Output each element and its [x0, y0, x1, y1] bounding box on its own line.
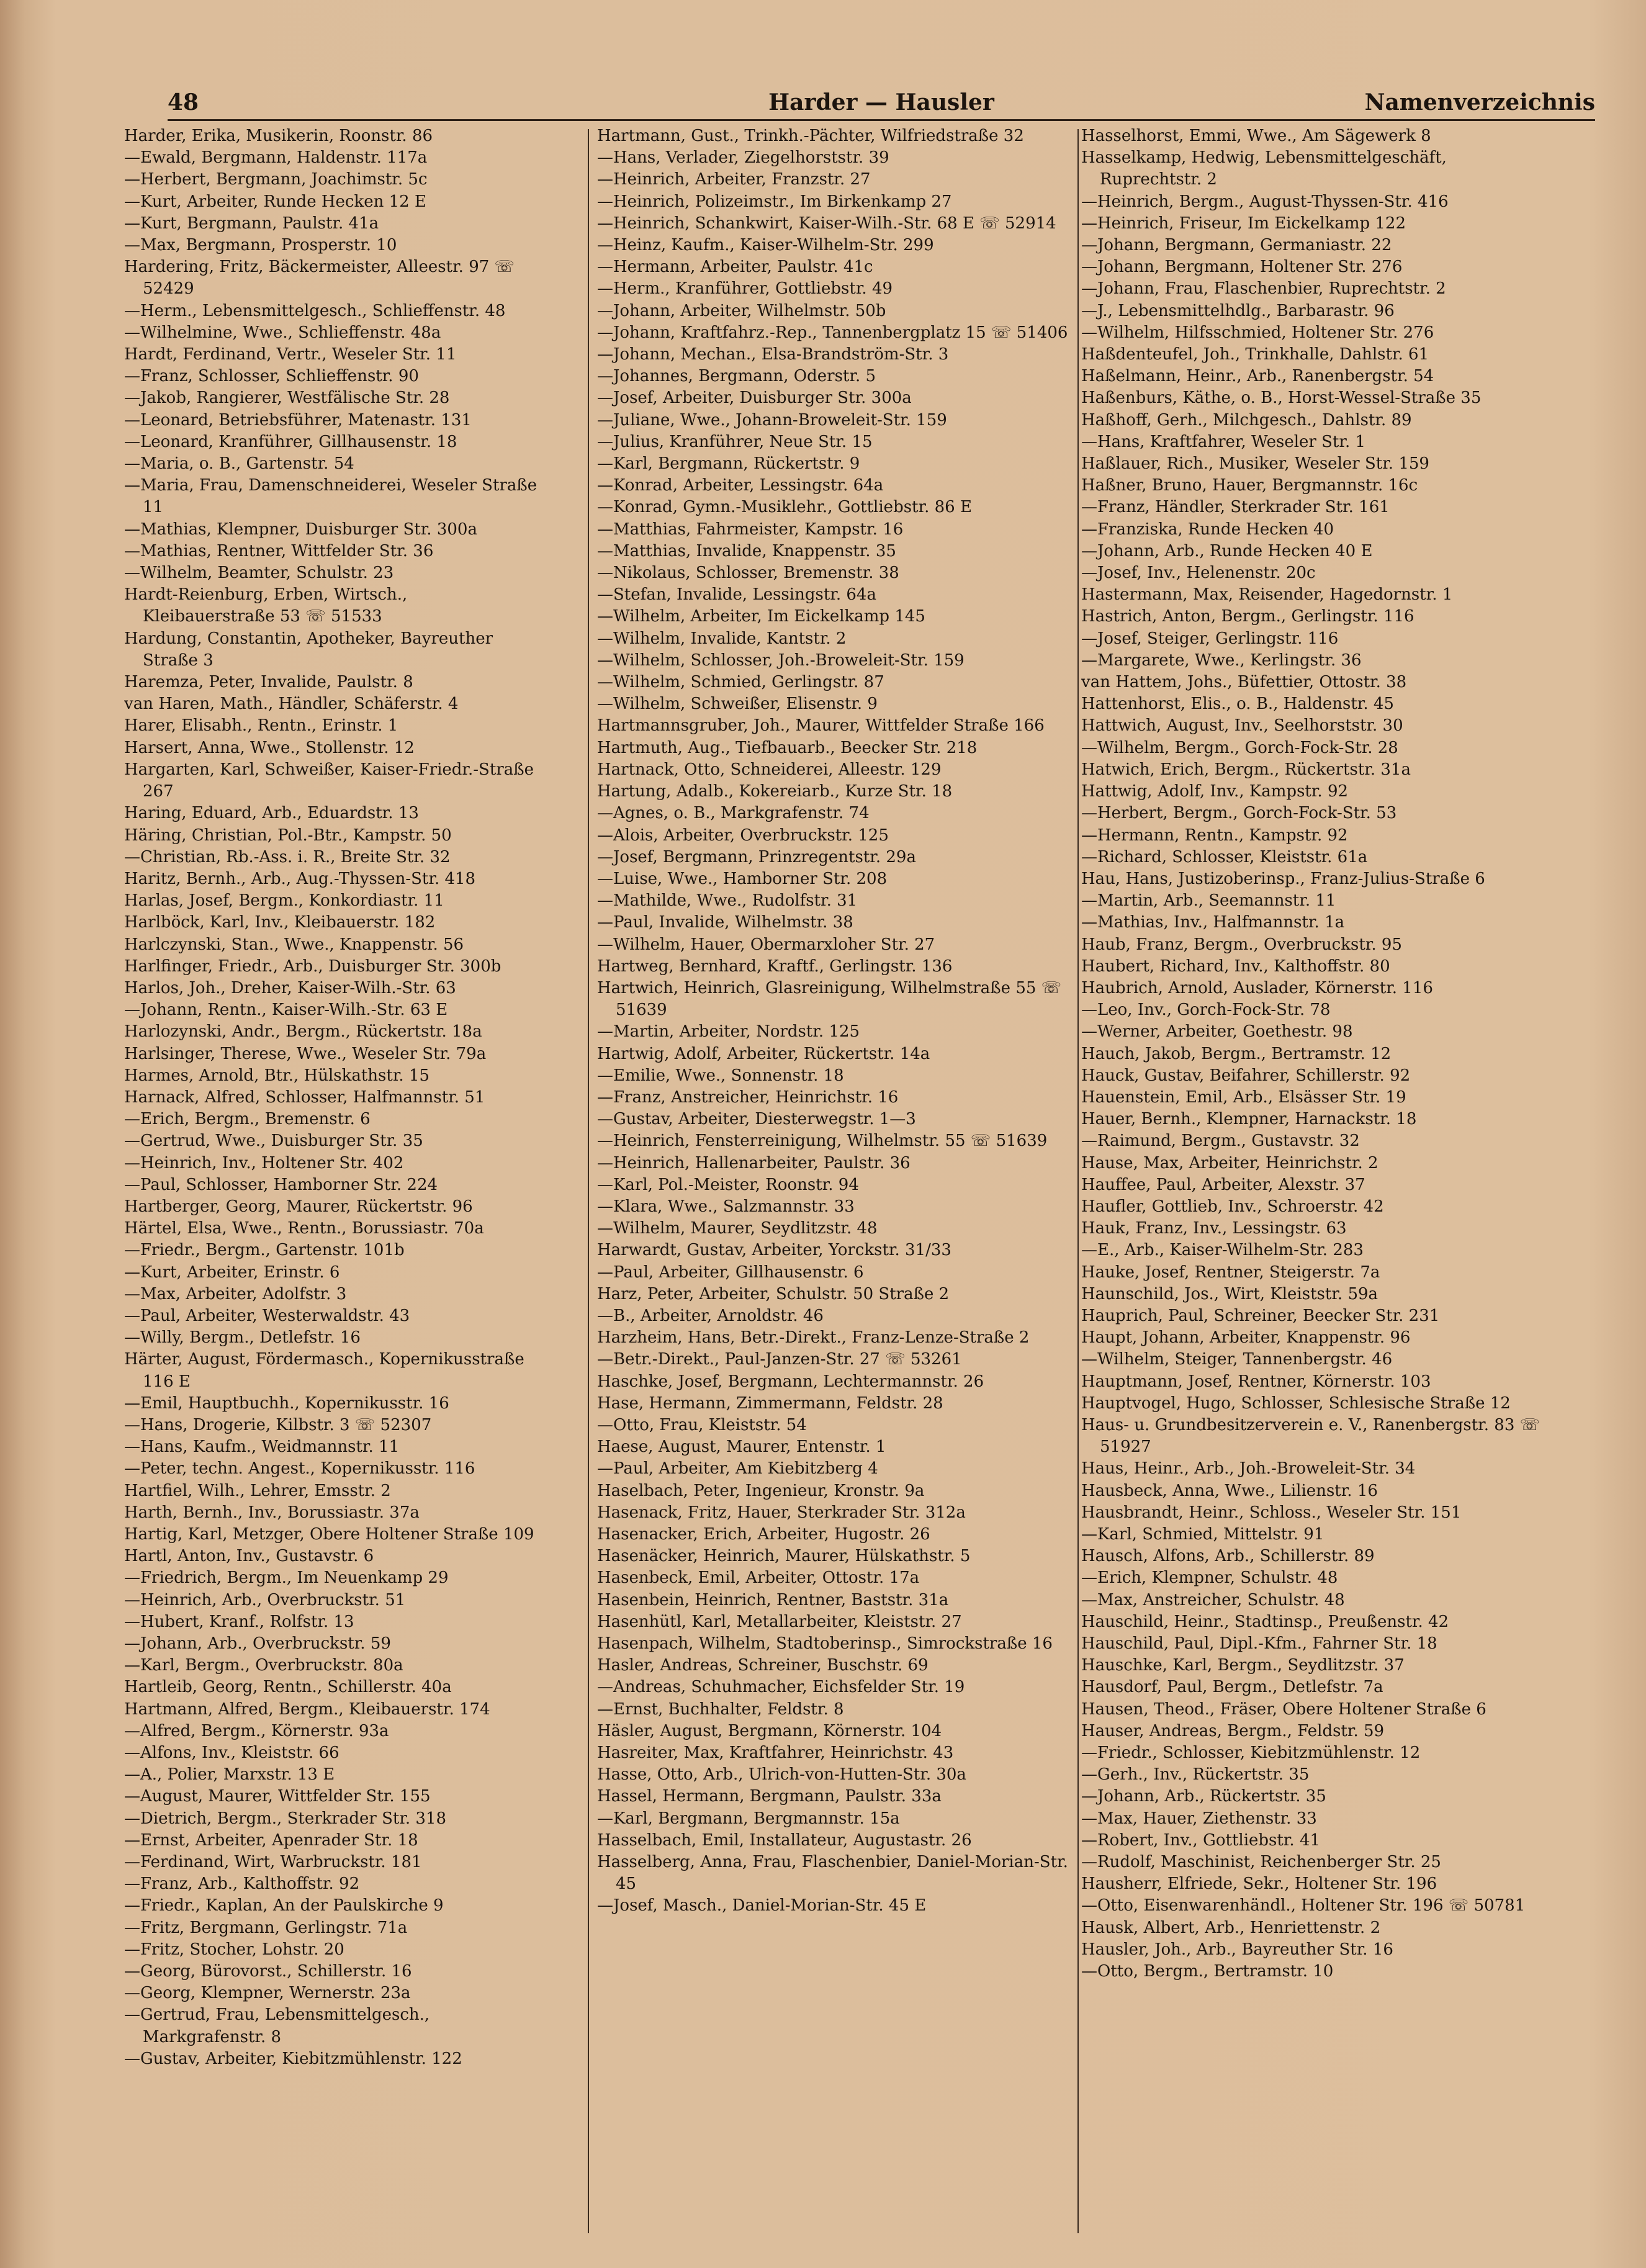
directory-entry: —Johann, Arb., Overbruckstr. 59 — [124, 1634, 391, 1654]
directory-entry: —Hans, Kaufm., Weidmannstr. 11 — [124, 1438, 400, 1457]
directory-entry: —Leo, Inv., Gorch-Fock-Str. 78 — [1081, 1001, 1331, 1020]
directory-entry: —Hans, Drogerie, Kilbstr. 3 ☏ 52307 — [124, 1415, 432, 1434]
directory-entry: Hartleib, Georg, Rentn., Schillerstr. 40a — [124, 1678, 452, 1697]
directory-entry: —Johann, Arb., Rückertstr. 35 — [1081, 1787, 1326, 1806]
directory-entry: —Wilhelm, Steiger, Tannenbergstr. 46 — [1081, 1350, 1393, 1369]
directory-entry: Hasreiter, Max, Kraftfahrer, Heinrichstr. 43 — [597, 1744, 954, 1763]
directory-entry: Haßner, Bruno, Hauer, Bergmannstr. 16c — [1081, 476, 1418, 495]
directory-entry: —Richard, Schlosser, Kleiststr. 61a — [1081, 847, 1368, 866]
directory-entry: —A., Polier, Marxstr. 13 E — [124, 1765, 335, 1784]
directory-entry: Härter, August, Fördermasch., Kopernikusstraße 116 E — [124, 1350, 524, 1391]
directory-entry: —Wilhelm, Schmied, Gerlingstr. 87 — [597, 673, 884, 692]
directory-entry: —Wilhelm, Beamter, Schulstr. 23 — [124, 564, 394, 583]
directory-entry: Hartwich, Heinrich, Glasreinigung, Wilhelmstraße 55 ☏ 51639 — [597, 978, 1062, 1020]
directory-entry: Hase, Hermann, Zimmermann, Feldstr. 28 — [597, 1393, 943, 1413]
directory-entry: Haub, Franz, Bergm., Overbruckstr. 95 — [1081, 935, 1402, 954]
directory-entry: —Max, Hauer, Ziethenstr. 33 — [1081, 1809, 1317, 1828]
directory-entry: Haßlauer, Rich., Musiker, Weseler Str. 159 — [1081, 454, 1429, 474]
directory-entry: —Ernst, Buchhalter, Feldstr. 8 — [597, 1699, 844, 1719]
directory-entry: —Alfons, Inv., Kleiststr. 66 — [124, 1744, 340, 1763]
directory-entry: —Heinrich, Inv., Holtener Str. 402 — [124, 1153, 404, 1172]
directory-entry: Hassel, Hermann, Bergmann, Paulstr. 33a — [597, 1787, 942, 1806]
directory-entry: —B., Arbeiter, Arnoldstr. 46 — [597, 1306, 824, 1325]
directory-entry: Hauch, Jakob, Bergm., Bertramstr. 12 — [1081, 1044, 1392, 1063]
directory-entry: —Heinrich, Bergm., August-Thyssen-Str. 416 — [1081, 192, 1449, 211]
directory-entry: —Herbert, Bergmann, Joachimstr. 5c — [124, 170, 428, 189]
directory-entry: Hattenhorst, Elis., o. B., Haldenstr. 45 — [1081, 695, 1394, 714]
directory-entry: —August, Maurer, Wittfelder Str. 155 — [124, 1787, 431, 1806]
directory-entry: Hause, Max, Arbeiter, Heinrichstr. 2 — [1081, 1153, 1378, 1172]
directory-entry: Hauser, Andreas, Bergm., Feldstr. 59 — [1081, 1721, 1385, 1740]
directory-entry: —Erich, Klempner, Schulstr. 48 — [1081, 1568, 1338, 1588]
directory-entry: —J., Lebensmittelhdlg., Barbarastr. 96 — [1081, 301, 1395, 320]
directory-entry: —Alois, Arbeiter, Overbruckstr. 125 — [597, 826, 889, 845]
directory-entry: Hausbrandt, Heinr., Schloss., Weseler Str. 151 — [1081, 1503, 1462, 1522]
directory-entry: Hauffee, Paul, Arbeiter, Alexstr. 37 — [1081, 1175, 1365, 1194]
directory-entry: —Betr.-Direkt., Paul-Janzen-Str. 27 ☏ 53261 — [597, 1350, 962, 1369]
directory-entry: Häsler, August, Bergmann, Körnerstr. 104 — [597, 1721, 942, 1740]
directory-entry: van Hattem, Johs., Büfettier, Ottostr. 38 — [1081, 673, 1407, 692]
directory-entry: Harz, Peter, Arbeiter, Schulstr. 50 Straße 2 — [597, 1284, 950, 1303]
directory-entry: Hauer, Bernh., Klempner, Harnackstr. 18 — [1081, 1110, 1417, 1129]
directory-entry: —Erich, Bergm., Bremenstr. 6 — [124, 1110, 371, 1129]
directory-entry: —Karl, Bergmann, Rückertstr. 9 — [597, 454, 860, 474]
directory-entry: Hartmannsgruber, Joh., Maurer, Wittfelder Straße 166 — [597, 716, 1045, 736]
directory-entry: Hartnack, Otto, Schneiderei, Alleestr. 129 — [597, 760, 942, 779]
directory-entry: —Fritz, Bergmann, Gerlingstr. 71a — [124, 1918, 408, 1937]
directory-entry: Hau, Hans, Justizoberinsp., Franz-Julius-Straße 6 — [1081, 869, 1485, 888]
directory-entry: Hauschke, Karl, Bergm., Seydlitzstr. 37 — [1081, 1656, 1405, 1675]
directory-entry: —Wilhelm, Hilfsschmied, Holtener Str. 276 — [1081, 323, 1434, 342]
directory-entry: —Josef, Arbeiter, Duisburger Str. 300a — [597, 389, 912, 408]
directory-entry: —Heinrich, Arb., Overbruckstr. 51 — [124, 1590, 406, 1609]
directory-entry: Hastermann, Max, Reisender, Hagedornstr. 1 — [1081, 585, 1453, 605]
directory-entry: Hartmann, Gust., Trinkh.-Pächter, Wilfriedstraße 32 — [597, 127, 1024, 145]
directory-entry: —Hermann, Rentn., Kampstr. 92 — [1081, 826, 1348, 845]
directory-entry: —Georg, Bürovorst., Schillerstr. 16 — [124, 1962, 412, 1981]
directory-entry: —Johann, Mechan., Elsa-Brandström-Str. 3 — [597, 345, 949, 364]
directory-entry: Hauck, Gustav, Beifahrer, Schillerstr. 92 — [1081, 1066, 1411, 1085]
directory-entry: —Franziska, Runde Hecken 40 — [1081, 520, 1334, 539]
directory-entry: —Heinrich, Hallenarbeiter, Paulstr. 36 — [597, 1153, 911, 1172]
directory-entry: Hasenäcker, Heinrich, Maurer, Hülskathstr. 5 — [597, 1547, 971, 1566]
directory-entry: —Franz, Händler, Sterkrader Str. 161 — [1081, 498, 1390, 517]
directory-entry: —Rudolf, Maschinist, Reichenberger Str. 25 — [1081, 1853, 1441, 1872]
directory-entry: Haubert, Richard, Inv., Kalthoffstr. 80 — [1081, 956, 1390, 976]
directory-entry: Hartwig, Adolf, Arbeiter, Rückertstr. 14a — [597, 1044, 930, 1063]
directory-entry: —Josef, Bergmann, Prinzregentstr. 29a — [597, 847, 916, 866]
directory-entry: Hartl, Anton, Inv., Gustavstr. 6 — [124, 1547, 374, 1566]
directory-entry: —Franz, Arb., Kalthoffstr. 92 — [124, 1874, 360, 1894]
directory-entry: —Matthias, Fahrmeister, Kampstr. 16 — [597, 520, 904, 539]
directory-entry: —Franz, Schlosser, Schlieffenstr. 90 — [124, 367, 419, 386]
directory-entry: —Klara, Wwe., Salzmannstr. 33 — [597, 1197, 855, 1216]
directory-entry: Hargarten, Karl, Schweißer, Kaiser-Friedr.-Straße 267 — [124, 760, 534, 801]
directory-entry: Haunschild, Jos., Wirt, Kleiststr. 59a — [1081, 1284, 1378, 1303]
directory-entry: —Ewald, Bergmann, Haldenstr. 117a — [124, 148, 428, 168]
directory-entry: —Josef, Masch., Daniel-Morian-Str. 45 E — [597, 1896, 927, 1915]
directory-entry: Haschke, Josef, Bergmann, Lechtermannstr. 26 — [597, 1372, 984, 1391]
directory-entry: Hasselberg, Anna, Frau, Flaschenbier, Daniel-Morian-Str. 45 — [597, 1853, 1068, 1894]
directory-entry: van Haren, Math., Händler, Schäferstr. 4 — [124, 695, 459, 714]
directory-entry: —Emilie, Wwe., Sonnenstr. 18 — [597, 1066, 844, 1085]
directory-entry: —Wilhelm, Maurer, Seydlitzstr. 48 — [597, 1219, 878, 1238]
directory-entry: —Alfred, Bergm., Körnerstr. 93a — [124, 1721, 389, 1740]
name-range: Harder — Hausler — [768, 89, 994, 115]
directory-entry: —Mathias, Inv., Halfmannstr. 1a — [1081, 913, 1345, 932]
directory-entry: Harer, Elisabh., Rentn., Erinstr. 1 — [124, 716, 398, 736]
directory-entry: —Martin, Arbeiter, Nordstr. 125 — [597, 1022, 860, 1042]
directory-entry: —Johannes, Bergmann, Oderstr. 5 — [597, 367, 876, 386]
column-3 — [1081, 125, 1540, 2236]
directory-entry: —Matthias, Invalide, Knappenstr. 35 — [597, 541, 896, 560]
directory-entry: Hausch, Alfons, Arb., Schillerstr. 89 — [1081, 1547, 1375, 1566]
directory-entry: —Herm., Kranführer, Gottliebstr. 49 — [597, 279, 893, 299]
directory-entry: Hausk, Albert, Arb., Henriettenstr. 2 — [1081, 1918, 1381, 1937]
directory-entry: —Paul, Invalide, Wilhelmstr. 38 — [597, 913, 853, 932]
directory-entry: —Mathilde, Wwe., Rudolfstr. 31 — [597, 891, 858, 911]
directory-entry: —Wilhelmine, Wwe., Schlieffenstr. 48a — [124, 323, 441, 342]
directory-entry: —Maria, Frau, Damenschneiderei, Weseler Straße 11 — [124, 476, 537, 517]
directory-entry: Hartig, Karl, Metzger, Obere Holtener Straße 109 — [124, 1525, 534, 1544]
directory-entry: Hausdorf, Paul, Bergm., Detlefstr. 7a — [1081, 1678, 1383, 1697]
directory-entry: Hauschild, Heinr., Stadtinsp., Preußenstr. 42 — [1081, 1612, 1449, 1631]
directory-entry: Hausen, Theod., Fräser, Obere Holtener Straße 6 — [1081, 1699, 1486, 1719]
directory-entry: —Ferdinand, Wirt, Warbruckstr. 181 — [124, 1853, 422, 1872]
directory-entry: Harnack, Alfred, Schlosser, Halfmannstr. 51 — [124, 1087, 485, 1107]
page-header — [168, 88, 1595, 121]
directory-entry: Harlas, Josef, Bergm., Konkordiastr. 11 — [124, 891, 444, 911]
directory-entry: —Johann, Arbeiter, Wilhelmstr. 50b — [597, 301, 886, 320]
directory-entry: Haubrich, Arnold, Auslader, Körnerstr. 116 — [1081, 978, 1433, 997]
directory-entry: Hauptmann, Josef, Rentner, Körnerstr. 103 — [1081, 1372, 1431, 1391]
directory-entry: —Leonard, Betriebsführer, Matenastr. 131 — [124, 410, 472, 430]
directory-entry: —Margarete, Wwe., Kerlingstr. 36 — [1081, 650, 1362, 670]
directory-entry: —Georg, Klempner, Wernerstr. 23a — [124, 1984, 411, 2003]
directory-entry: —Herm., Lebensmittelgesch., Schlieffenstr. 48 — [124, 301, 506, 320]
directory-entry: —Hans, Verlader, Ziegelhorststr. 39 — [597, 148, 889, 168]
directory-entry: Haring, Eduard, Arb., Eduardstr. 13 — [124, 804, 419, 823]
directory-entry: Hauptvogel, Hugo, Schlosser, Schlesische Straße 12 — [1081, 1393, 1511, 1413]
page-number: 48 — [168, 89, 199, 115]
directory-entry: Harlböck, Karl, Inv., Kleibauerstr. 182 — [124, 913, 436, 932]
directory-entry: Harth, Bernh., Inv., Borussiastr. 37a — [124, 1503, 420, 1522]
directory-entry: —Agnes, o. B., Markgrafenstr. 74 — [597, 804, 870, 823]
directory-entry: Harlos, Joh., Dreher, Kaiser-Wilh.-Str. 63 — [124, 978, 456, 997]
directory-entry: —Max, Bergmann, Prosperstr. 10 — [124, 236, 397, 255]
directory-entry: Hartweg, Bernhard, Kraftf., Gerlingstr. 136 — [597, 956, 953, 976]
directory-entry: Hausler, Joh., Arb., Bayreuther Str. 16 — [1081, 1940, 1393, 1959]
directory-entry: Hasenbein, Heinrich, Rentner, Baststr. 31a — [597, 1590, 949, 1609]
directory-entry: —Peter, techn. Angest., Kopernikusstr. 116 — [124, 1459, 475, 1478]
directory-entry: —Paul, Schlosser, Hamborner Str. 224 — [124, 1175, 438, 1194]
directory-entry: —Karl, Bergmann, Bergmannstr. 15a — [597, 1809, 900, 1828]
directory-entry: —Herbert, Bergm., Gorch-Fock-Str. 53 — [1081, 804, 1397, 823]
directory-entry: Hasenpach, Wilhelm, Stadtoberinsp., Simrockstraße 16 — [597, 1634, 1053, 1654]
directory-entry: Hardt-Reienburg, Erben, Wirtsch., Kleibauerstraße 53 ☏ 51533 — [124, 585, 408, 626]
directory-entry: —Johann, Kraftfahrz.-Rep., Tannenbergplatz 15 ☏ 51406 — [597, 323, 1068, 342]
directory-entry: Hasler, Andreas, Schreiner, Buschstr. 69 — [597, 1656, 929, 1675]
directory-entry: Haus, Heinr., Arb., Joh.-Broweleit-Str. 34 — [1081, 1459, 1416, 1478]
directory-entry: Haßenburs, Käthe, o. B., Horst-Wessel-Straße 35 — [1081, 389, 1482, 408]
directory-entry: Hasenack, Fritz, Hauer, Sterkrader Str. 312a — [597, 1503, 966, 1522]
directory-entry: Hausherr, Elfriede, Sekr., Holtener Str. 196 — [1081, 1874, 1437, 1894]
directory-entry: —Martin, Arb., Seemannstr. 11 — [1081, 891, 1336, 911]
directory-entry: Haese, August, Maurer, Entenstr. 1 — [597, 1438, 886, 1457]
directory-entry: —Friedr., Schlosser, Kiebitzmühlenstr. 12 — [1081, 1744, 1421, 1763]
directory-entry: Hardt, Ferdinand, Vertr., Weseler Str. 11 — [124, 345, 457, 364]
directory-entry: Haupt, Johann, Arbeiter, Knappenstr. 96 — [1081, 1328, 1411, 1348]
directory-entry: —Paul, Arbeiter, Am Kiebitzberg 4 — [597, 1459, 878, 1478]
directory-entry: —Wilhelm, Arbeiter, Im Eickelkamp 145 — [597, 607, 925, 626]
directory-entry: Haßdenteufel, Joh., Trinkhalle, Dahlstr. 61 — [1081, 345, 1429, 364]
directory-entry: —Hubert, Kranf., Rolfstr. 13 — [124, 1612, 354, 1631]
directory-entry: —Kurt, Bergmann, Paulstr. 41a — [124, 214, 379, 233]
directory-entry: —Karl, Bergm., Overbruckstr. 80a — [124, 1656, 403, 1675]
directory-entry: —Gustav, Arbeiter, Diesterwegstr. 1—3 — [597, 1110, 916, 1129]
directory-entry: —Konrad, Arbeiter, Lessingstr. 64a — [597, 476, 884, 495]
directory-entry: —Max, Anstreicher, Schulstr. 48 — [1081, 1590, 1345, 1609]
directory-entry: —E., Arb., Kaiser-Wilhelm-Str. 283 — [1081, 1241, 1364, 1260]
directory-entry: —Wilhelm, Invalide, Kantstr. 2 — [597, 629, 847, 648]
directory-entry: —Christian, Rb.-Ass. i. R., Breite Str. 32 — [124, 847, 451, 866]
directory-entry: Hardering, Fritz, Bäckermeister, Alleestr. 97 ☏ 52429 — [124, 258, 515, 299]
directory-entry: Haufler, Gottlieb, Inv., Schroerstr. 42 — [1081, 1197, 1384, 1216]
directory-entry: Hattwich, August, Inv., Seelhorststr. 30 — [1081, 716, 1403, 736]
directory-entry: —Heinrich, Arbeiter, Franzstr. 27 — [597, 170, 871, 189]
directory-entry: Hartfiel, Wilh., Lehrer, Emsstr. 2 — [124, 1481, 391, 1500]
directory-entry: Hausbeck, Anna, Wwe., Lilienstr. 16 — [1081, 1481, 1378, 1500]
directory-entry: —Hermann, Arbeiter, Paulstr. 41c — [597, 258, 873, 277]
directory-entry: —Wilhelm, Hauer, Obermarxloher Str. 27 — [597, 935, 935, 954]
directory-entry: Hauprich, Paul, Schreiner, Beecker Str. 231 — [1081, 1306, 1440, 1325]
directory-entry: —Paul, Arbeiter, Gillhausenstr. 6 — [597, 1262, 864, 1282]
directory-entry: —Karl, Schmied, Mittelstr. 91 — [1081, 1525, 1324, 1544]
directory-entry: —Heinrich, Schankwirt, Kaiser-Wilh.-Str. 68 E ☏ 52914 — [597, 214, 1056, 233]
directory-entry: —Gertrud, Frau, Lebensmittelgesch., Markgrafenstr. 8 — [124, 2005, 430, 2046]
column-divider — [588, 129, 589, 2233]
directory-entry: —Johann, Arb., Runde Hecken 40 E — [1081, 541, 1373, 560]
directory-entry: —Josef, Steiger, Gerlingstr. 116 — [1081, 629, 1339, 648]
directory-entry: —Werner, Arbeiter, Goethestr. 98 — [1081, 1022, 1353, 1042]
directory-entry: —Johann, Frau, Flaschenbier, Ruprechtstr. 2 — [1081, 279, 1446, 299]
directory-entry: —Maria, o. B., Gartenstr. 54 — [124, 454, 354, 474]
directory-entry: Hauenstein, Emil, Arb., Elsässer Str. 19 — [1081, 1087, 1406, 1107]
directory-entry: Härtel, Elsa, Wwe., Rentn., Borussiastr. 70a — [124, 1219, 484, 1238]
directory-entry: —Friedrich, Bergm., Im Neuenkamp 29 — [124, 1568, 449, 1588]
directory-entry: —Friedr., Bergm., Gartenstr. 101b — [124, 1241, 405, 1260]
directory-entry: —Dietrich, Bergm., Sterkrader Str. 318 — [124, 1809, 447, 1828]
directory-entry: Harlsinger, Therese, Wwe., Weseler Str. 79a — [124, 1044, 487, 1063]
directory-entry: Hasse, Otto, Arb., Ulrich-von-Hutten-Str. 30a — [597, 1765, 966, 1784]
directory-entry: Hartberger, Georg, Maurer, Rückertstr. 96 — [124, 1197, 473, 1216]
directory-entry: —Heinrich, Fensterreinigung, Wilhelmstr. 55 ☏ 51639 — [597, 1132, 1048, 1151]
directory-entry: —Ernst, Arbeiter, Apenrader Str. 18 — [124, 1830, 418, 1850]
directory-entry: Hasselhorst, Emmi, Wwe., Am Sägewerk 8 — [1081, 127, 1431, 145]
directory-entry: Haßelmann, Heinr., Arb., Ranenbergstr. 54 — [1081, 367, 1434, 386]
directory-entry: —Heinz, Kaufm., Kaiser-Wilhelm-Str. 299 — [597, 236, 934, 255]
directory-entry: —Willy, Bergm., Detlefstr. 16 — [124, 1328, 361, 1348]
directory-entry: Hasenbeck, Emil, Arbeiter, Ottostr. 17a — [597, 1568, 920, 1588]
directory-entry: Hartung, Adalb., Kokereiarb., Kurze Str. 18 — [597, 782, 953, 801]
directory-entry: Hartmann, Alfred, Bergm., Kleibauerstr. 174 — [124, 1699, 490, 1719]
directory-entry: Haus- u. Grundbesitzerverein e. V., Ranenbergstr. 83 ☏ 51927 — [1081, 1415, 1540, 1457]
directory-entry: —Gustav, Arbeiter, Kiebitzmühlenstr. 122 — [124, 2049, 462, 2068]
directory-entry: —Luise, Wwe., Hamborner Str. 208 — [597, 869, 888, 888]
directory-entry: Hauk, Franz, Inv., Lessingstr. 63 — [1081, 1219, 1347, 1238]
directory-entry: —Gerh., Inv., Rückertstr. 35 — [1081, 1765, 1310, 1784]
column-divider — [1077, 129, 1079, 2233]
directory-entry: —Friedr., Kaplan, An der Paulskirche 9 — [124, 1896, 444, 1915]
directory-entry: Hattwig, Adolf, Inv., Kampstr. 92 — [1081, 782, 1349, 801]
directory-entry: Harder, Erika, Musikerin, Roonstr. 86 — [124, 127, 433, 145]
directory-entry: —Kurt, Arbeiter, Erinstr. 6 — [124, 1262, 340, 1282]
directory-entry: Hasselkamp, Hedwig, Lebensmittelgeschäft, Ruprechtstr. 2 — [1081, 148, 1447, 189]
directory-entry: Haritz, Bernh., Arb., Aug.-Thyssen-Str. 418 — [124, 869, 476, 888]
directory-entry: —Hans, Kraftfahrer, Weseler Str. 1 — [1081, 432, 1366, 451]
directory-entry: —Johann, Bergmann, Holtener Str. 276 — [1081, 258, 1403, 277]
directory-entry: —Wilhelm, Schlosser, Joh.-Broweleit-Str. 159 — [597, 650, 965, 670]
directory-entry: —Jakob, Rangierer, Westfälische Str. 28 — [124, 389, 450, 408]
directory-entry: Hasselbach, Emil, Installateur, Augustastr. 26 — [597, 1830, 972, 1850]
directory-entry: —Otto, Eisenwarenhändl., Holtener Str. 196 ☏ 50781 — [1081, 1896, 1526, 1915]
column-1 — [124, 125, 540, 2236]
directory-entry: —Gertrud, Wwe., Duisburger Str. 35 — [124, 1132, 423, 1151]
directory-entry: —Raimund, Bergm., Gustavstr. 32 — [1081, 1132, 1360, 1151]
directory-entry: Harlczynski, Stan., Wwe., Knappenstr. 56 — [124, 935, 464, 954]
directory-entry: —Heinrich, Polizeimstr., Im Birkenkamp 27 — [597, 192, 952, 211]
directory-entry: —Stefan, Invalide, Lessingstr. 64a — [597, 585, 876, 605]
directory-entry: Harzheim, Hans, Betr.-Direkt., Franz-Lenze-Straße 2 — [597, 1328, 1030, 1348]
directory-entry: —Paul, Arbeiter, Westerwaldstr. 43 — [124, 1306, 410, 1325]
directory-entry: —Emil, Hauptbuchh., Kopernikusstr. 16 — [124, 1393, 449, 1413]
directory-entry: Harlfinger, Friedr., Arb., Duisburger Str. 300b — [124, 956, 501, 976]
directory-entry: —Kurt, Arbeiter, Runde Hecken 12 E — [124, 192, 426, 211]
directory-entry: Harmes, Arnold, Btr., Hülskathstr. 15 — [124, 1066, 430, 1085]
directory-entry: Hatwich, Erich, Bergm., Rückertstr. 31a — [1081, 760, 1411, 779]
directory-entry: —Franz, Anstreicher, Heinrichstr. 16 — [597, 1087, 899, 1107]
directory-entry: Hauke, Josef, Rentner, Steigerstr. 7a — [1081, 1262, 1380, 1282]
directory-entry: Hasenhütl, Karl, Metallarbeiter, Kleiststr. 27 — [597, 1612, 962, 1631]
directory-entry: Hartmuth, Aug., Tiefbauarb., Beecker Str. 218 — [597, 738, 978, 757]
directory-entry: —Heinrich, Friseur, Im Eickelkamp 122 — [1081, 214, 1406, 233]
directory-entry: —Robert, Inv., Gottliebstr. 41 — [1081, 1830, 1321, 1850]
directory-entry: —Julius, Kranführer, Neue Str. 15 — [597, 432, 873, 451]
directory-entry: Harwardt, Gustav, Arbeiter, Yorckstr. 31/33 — [597, 1241, 951, 1260]
directory-entry: Hardung, Constantin, Apotheker, Bayreuther Straße 3 — [124, 629, 493, 670]
directory-entry: —Mathias, Klempner, Duisburger Str. 300a — [124, 520, 477, 539]
directory-entry: —Mathias, Rentner, Wittfelder Str. 36 — [124, 541, 434, 560]
directory-entry: Hasenacker, Erich, Arbeiter, Hugostr. 26 — [597, 1525, 930, 1544]
directory-entry: —Johann, Rentn., Kaiser-Wilh.-Str. 63 E — [124, 1001, 448, 1020]
column-2 — [597, 125, 1077, 2236]
directory-entry: —Wilhelm, Schweißer, Elisenstr. 9 — [597, 695, 878, 714]
directory-entry: Harlozynski, Andr., Bergm., Rückertstr. 18a — [124, 1022, 482, 1042]
directory-entry: —Nikolaus, Schlosser, Bremenstr. 38 — [597, 564, 899, 583]
directory-entry: Haßhoff, Gerh., Milchgesch., Dahlstr. 89 — [1081, 410, 1412, 430]
directory-entry: —Otto, Bergm., Bertramstr. 10 — [1081, 1962, 1334, 1981]
directory-entry: —Juliane, Wwe., Johann-Broweleit-Str. 159 — [597, 410, 947, 430]
directory-entry: —Josef, Inv., Helenenstr. 20c — [1081, 564, 1316, 583]
directory-entry: —Karl, Pol.-Meister, Roonstr. 94 — [597, 1175, 859, 1194]
directory-entry: Haselbach, Peter, Ingenieur, Kronstr. 9a — [597, 1481, 925, 1500]
directory-entry: —Andreas, Schuhmacher, Eichsfelder Str. 19 — [597, 1678, 965, 1697]
directory-entry: —Otto, Frau, Kleiststr. 54 — [597, 1415, 807, 1434]
directory-entry: Haremza, Peter, Invalide, Paulstr. 8 — [124, 673, 413, 692]
directory-entry: —Max, Arbeiter, Adolfstr. 3 — [124, 1284, 347, 1303]
section-title: Namenverzeichnis — [1364, 89, 1595, 115]
directory-entry: —Johann, Bergmann, Germaniastr. 22 — [1081, 236, 1392, 255]
directory-entry: Hauschild, Paul, Dipl.-Kfm., Fahrner Str. 18 — [1081, 1634, 1437, 1654]
directory-entry: Harsert, Anna, Wwe., Stollenstr. 12 — [124, 738, 415, 757]
directory-entry: —Leonard, Kranführer, Gillhausenstr. 18 — [124, 432, 457, 451]
directory-entry: Häring, Christian, Pol.-Btr., Kampstr. 50 — [124, 826, 452, 845]
directory-entry: —Wilhelm, Bergm., Gorch-Fock-Str. 28 — [1081, 738, 1398, 757]
directory-entry: —Fritz, Stocher, Lohstr. 20 — [124, 1940, 344, 1959]
directory-entry: —Konrad, Gymn.-Musiklehr., Gottliebstr. 86 E — [597, 498, 972, 517]
directory-entry: Hastrich, Anton, Bergm., Gerlingstr. 116 — [1081, 607, 1414, 626]
